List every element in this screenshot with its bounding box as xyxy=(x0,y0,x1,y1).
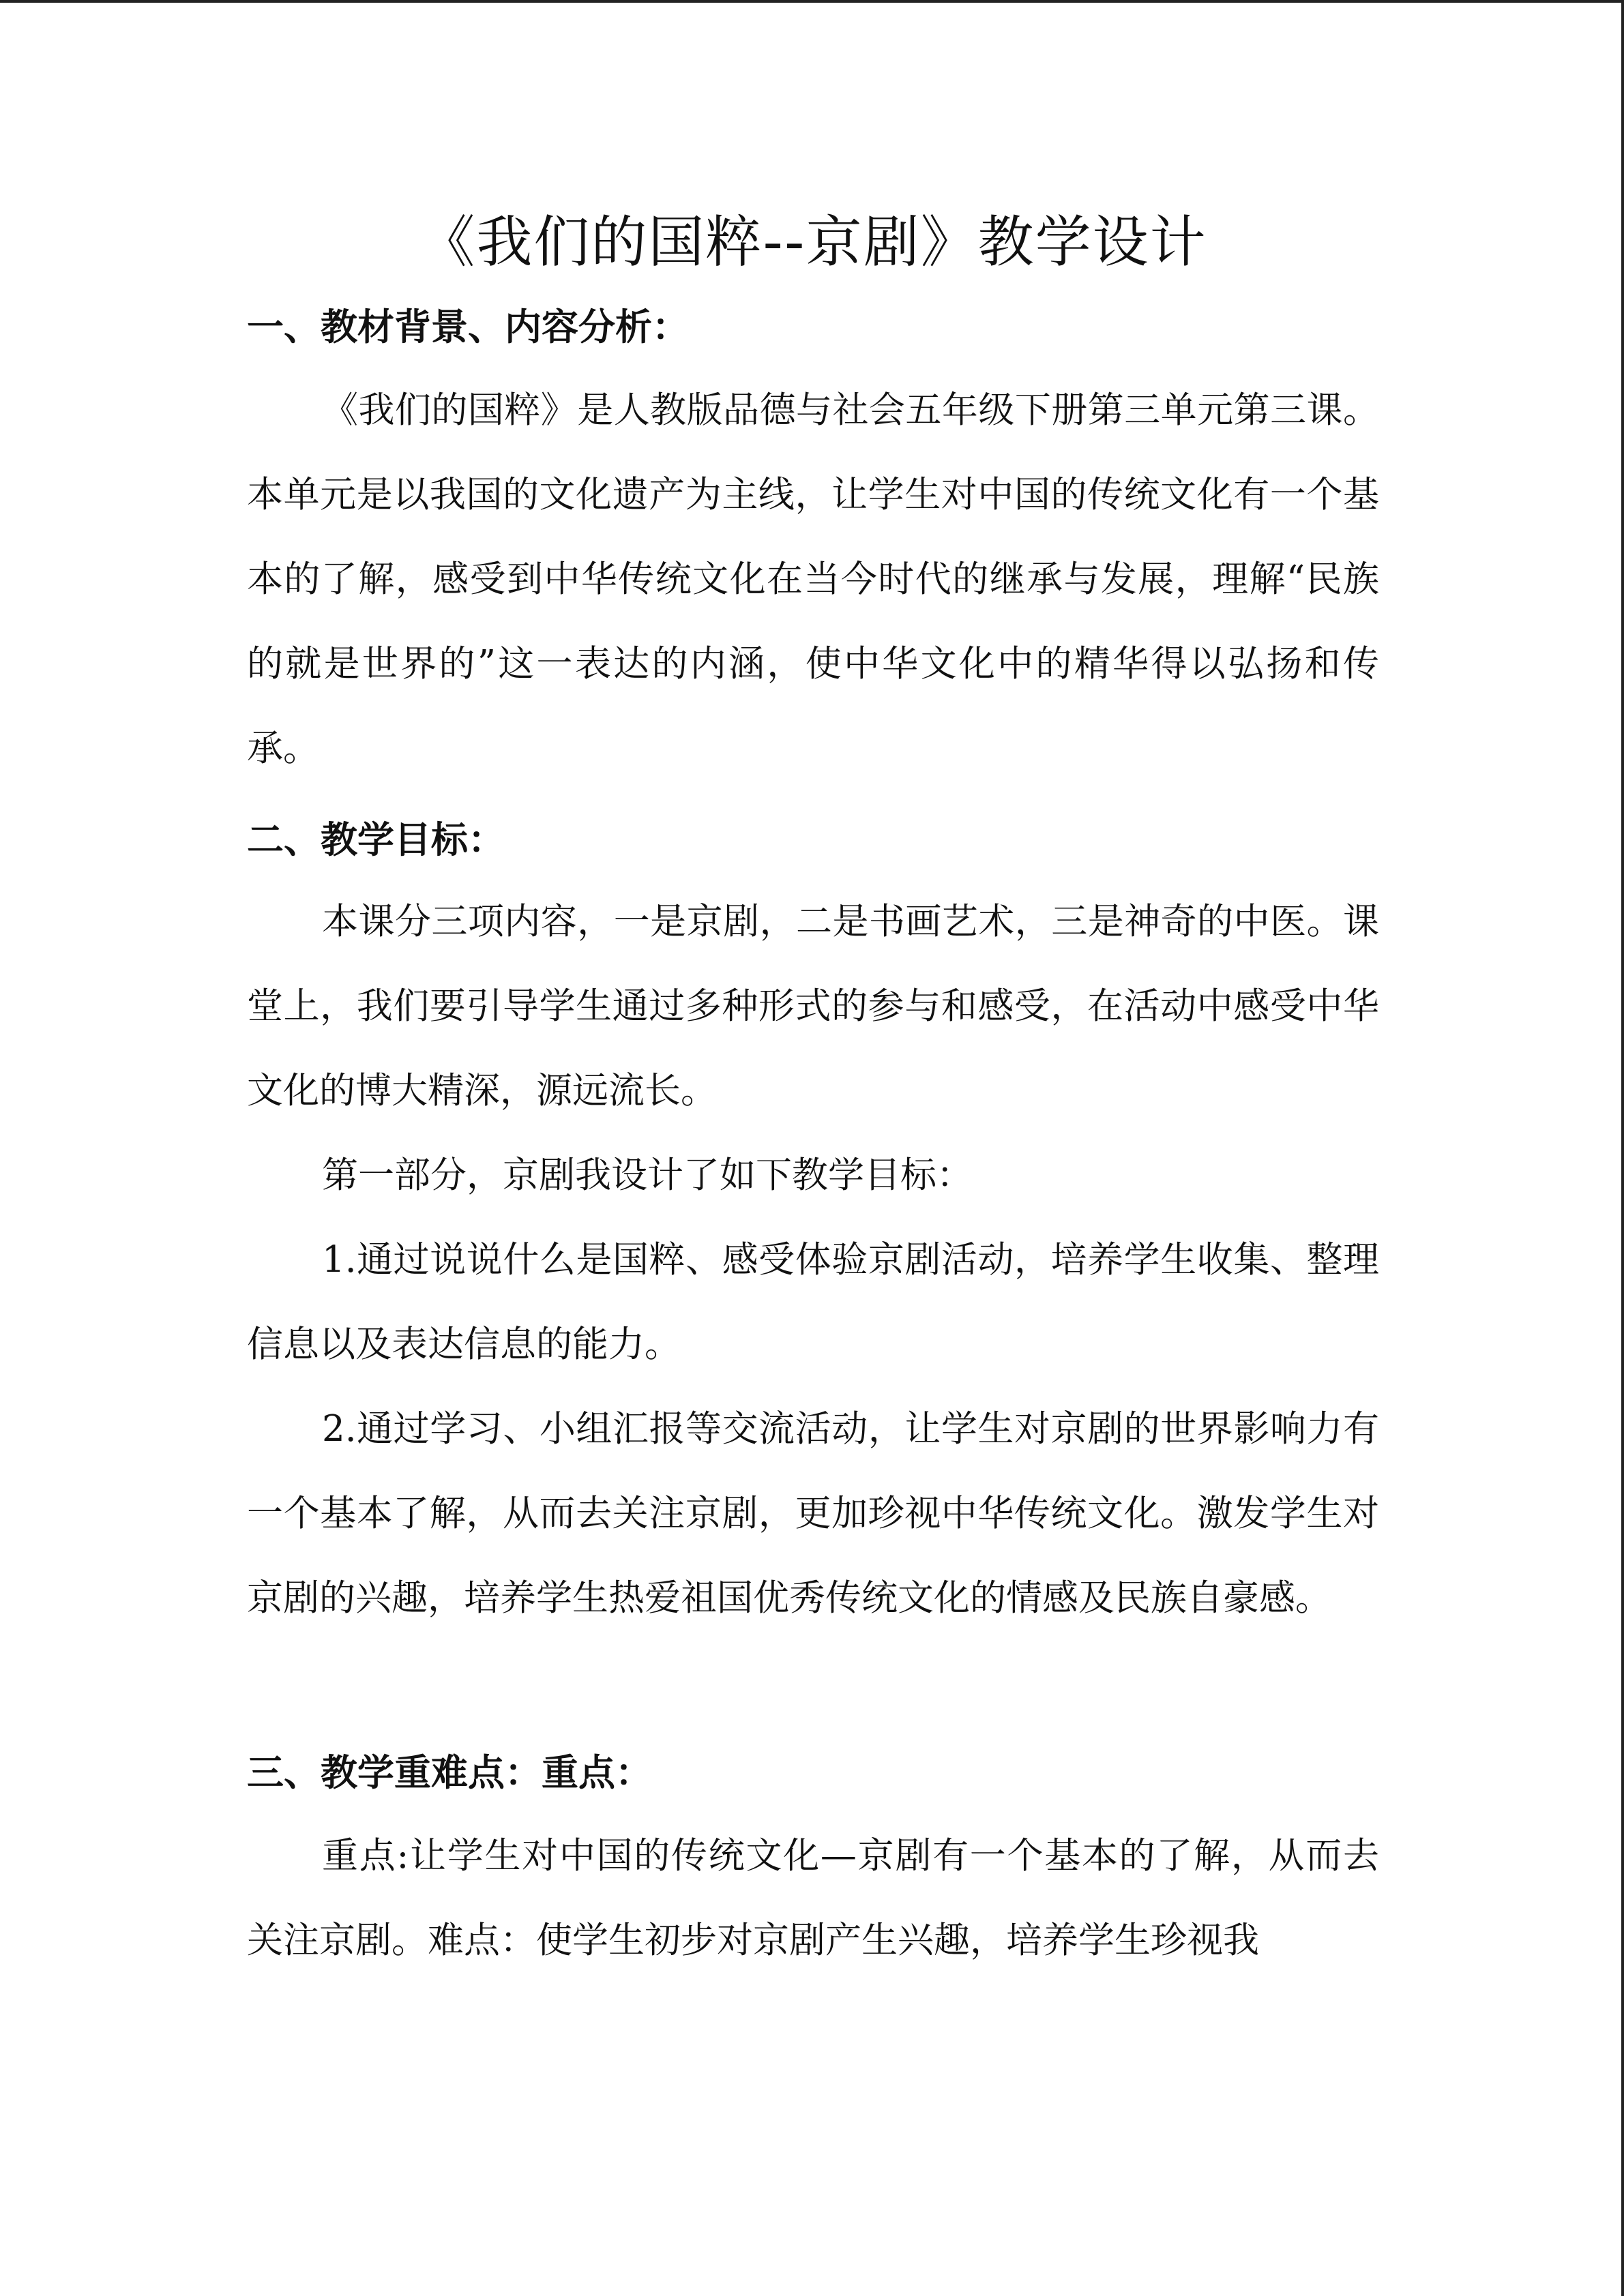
paragraph-key-points: 重点:让学生对中国的传统文化—京剧有一个基本的了解，从而去关注京剧。难点：使学生初步对京剧产生兴趣，培养学生珍视我 xyxy=(247,1835,1379,1961)
page-border-right xyxy=(1621,0,1624,2296)
paragraph-goals-intro: 第一部分，京剧我设计了如下教学目标： xyxy=(322,1154,973,1196)
section-heading-goals: 二、教学目标： xyxy=(247,818,505,861)
paragraph-content-analysis: 《我们的国粹》是人教版品德与社会五年级下册第三单元第三课。本单元是以我国的文化遗产为主线，让学生对中国的传统文化有一个基本的了解，感受到中华传统文化在当今时代的继承与发展，理解“民族的就是世界的”这一表达的内涵，使中华文化中的精华得以弘扬和传承。 xyxy=(247,389,1379,769)
paragraph-lesson-overview: 本课分三项内容，一是京剧，二是书画艺术，三是神奇的中医。课堂上，我们要引导学生通过多种形式的参与和感受，在活动中感受中华文化的博大精深，源远流长。 xyxy=(247,901,1379,1112)
document-title: 《我们的国粹--京剧》教学设计 xyxy=(419,210,1207,275)
section-heading-key-points: 三、教学重难点：重点： xyxy=(247,1751,652,1794)
section-heading-background: 一、教材背景、内容分析： xyxy=(247,305,689,348)
paragraph-goal-1: 1.通过说说什么是国粹、感受体验京剧活动，培养学生收集、整理信息以及表达信息的能力。 xyxy=(247,1239,1379,1365)
paragraph-goal-2: 2.通过学习、小组汇报等交流活动，让学生对京剧的世界影响力有一个基本了解，从而去关注京剧，更加珍视中华传统文化。激发学生对京剧的兴趣，培养学生热爱祖国优秀传统文化的情感及民族自豪感。 xyxy=(247,1408,1379,1619)
page-border-top xyxy=(0,0,1624,3)
